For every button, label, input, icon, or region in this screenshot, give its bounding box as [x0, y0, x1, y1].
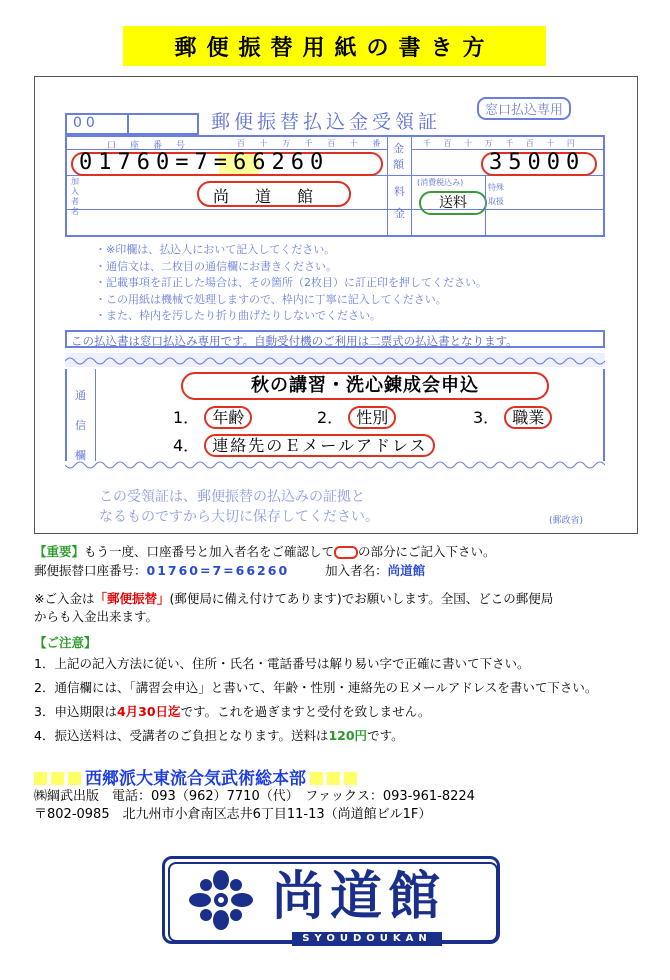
tsushin-label: 通 [75, 389, 86, 402]
perforation-top [65, 353, 605, 367]
ministry-label: (郵政省) [549, 516, 584, 526]
note-line: ・また、枠内を汚したり折り曲げたりしないでください。 [95, 309, 381, 323]
fee-label-1: 料 [394, 185, 405, 198]
tsushin-label: 欄 [75, 449, 86, 462]
form-grid [65, 135, 605, 237]
amount-place-label: 千 [423, 139, 431, 148]
account-label: 郵便振替口座番号： [34, 563, 147, 578]
place-label: 十 [259, 139, 268, 148]
page-title: 郵便振替用紙の書き方 [123, 26, 546, 66]
perforation-bottom [65, 461, 605, 471]
amount-place-label: 百 [443, 139, 452, 148]
account-number: 01760=7=66260 [79, 150, 330, 175]
window-notice: この払込書は窓口払込み専用です。自動受付機のご利用は二票式の払込書となります。 [65, 330, 605, 348]
important-block [34, 542, 644, 580]
amount-place-label: 十 [464, 139, 473, 148]
place-label: 千 [304, 139, 313, 148]
kanyusha-name: 尚道館 [213, 187, 340, 206]
address-line: 〒802-0985 北九州市小倉南区志井6丁目11-13（尚道館ビル1F） [34, 807, 432, 822]
special-label: 特殊取扱 [488, 183, 504, 206]
fee-tax-note: (消費税込み) [417, 178, 464, 187]
place-label: 番 [372, 139, 381, 148]
amount-place-label: 百 [525, 139, 534, 148]
amount-place-label: 円 [566, 139, 575, 148]
amount-oval [481, 152, 597, 176]
fee-oval: 送料 [419, 191, 487, 215]
prefix-value: 00 [73, 115, 99, 131]
item-oval: 性別 [348, 406, 396, 429]
message-title: 秋の講習・洗心錬成会申込 [181, 372, 549, 400]
place-label: 万 [282, 139, 291, 148]
note-line: ・※印欄は、払込人において記入してください。 [95, 243, 336, 256]
oval-marker-icon [334, 546, 358, 559]
note-line: ・記載事項を訂正した場合は、その箇所（2枚目）に訂正印を押してください。 [95, 276, 487, 290]
amount-place-label: 万 [484, 139, 493, 148]
caution-tag: 【ご注意】 [34, 635, 97, 650]
org-name-row [34, 764, 361, 789]
caution-item: 3．申込期限は4月30日迄です。これを過ぎますと受付を致しません。 [34, 704, 431, 719]
prefix-box [65, 113, 129, 135]
org-contact [34, 788, 475, 824]
item-oval: 連絡先のＥメールアドレス [204, 434, 435, 457]
important-tag: 【重要】 [34, 544, 85, 559]
shodokan-logo [162, 856, 500, 948]
amount-place-label: 千 [505, 139, 514, 148]
caution-item: 2．通信欄には、「講習会申込」と書いて、年齢・性別・連絡先のＥメールアドレスを書いて下さい。 [34, 680, 598, 695]
tsushin-area [65, 369, 605, 461]
crest-icon [186, 868, 256, 932]
item-2: 2． 性別 [317, 405, 396, 428]
caution-item: 1．上記の記入方法に従い、住所・氏名・電話番号は解り易い字で正確に書いて下さい。 [34, 656, 530, 671]
amount-place-label: 十 [546, 139, 555, 148]
place-label: 百 [327, 139, 336, 148]
org-name: 西郷派大東流合気武術総本部 [85, 769, 306, 789]
tsushin-label: 信 [75, 419, 86, 432]
prefix-box-2 [127, 113, 199, 135]
window-only-badge: 窓口払込専用 [477, 97, 571, 120]
kanyusha-oval [197, 181, 351, 207]
caution-block [34, 634, 654, 748]
logo-kanji: 尚道館 [272, 866, 447, 927]
place-label: 百 [237, 139, 245, 148]
amount-label-2: 額 [393, 158, 404, 171]
account-number-oval [71, 152, 383, 176]
item-oval: 職業 [504, 406, 552, 429]
name-label: 加入者名： [325, 563, 388, 578]
item-3: 3． 職業 [473, 405, 552, 428]
account-value: 01760=7=66260 [146, 563, 290, 578]
name-value: 尚道館 [387, 563, 426, 578]
item-oval: 年齢 [204, 406, 252, 429]
important-text-2: の部分にご記入下さい。 [358, 544, 496, 559]
account-label: 口座番号 [107, 141, 200, 151]
form-heading: 郵便振替払込金受領証 [211, 111, 442, 133]
item-1: 1． 年齢 [173, 405, 252, 428]
publisher-line: ㈱綱武出版 電話：093（962）7710（代） ファックス：093-961-8224 [34, 789, 475, 804]
payment-highlight: 「郵便振替」 [94, 591, 170, 606]
amount-value: 35000 [489, 150, 586, 175]
item-4: 4． 連絡先のＥメールアドレス [173, 433, 435, 456]
receipt-note-2: なるものですから大切に保存してください。 [99, 509, 379, 525]
note-line: ・この用紙は機械で処理しますので、枠内に丁寧に記入してください。 [95, 292, 447, 306]
place-label: 十 [349, 139, 358, 148]
logo-roman: SYOUDOUKAN [292, 932, 442, 946]
amount-label-1: 金 [393, 142, 404, 155]
caution-item: 4．振込送料は、受講者のご負担となります。送料は120円です。 [34, 728, 404, 743]
note-line: ・通信文は、二枚目の通信欄にお書きください。 [95, 259, 337, 273]
payment-note: ※ご入金は「郵便振替」(郵便局に備え付けてあります)でお願いします。全国、どこの郵便局 からも入金出来ます。 [34, 591, 554, 624]
fee-label-2: 金 [394, 207, 405, 220]
kanyusha-label: 加入者名 [71, 177, 79, 216]
important-text: もう一度、口座番号と加入者名をご確認して [84, 544, 335, 559]
receipt-note-1: この受領証は、郵便振替の払込みの証拠と [99, 489, 365, 505]
transfer-form [34, 76, 638, 534]
